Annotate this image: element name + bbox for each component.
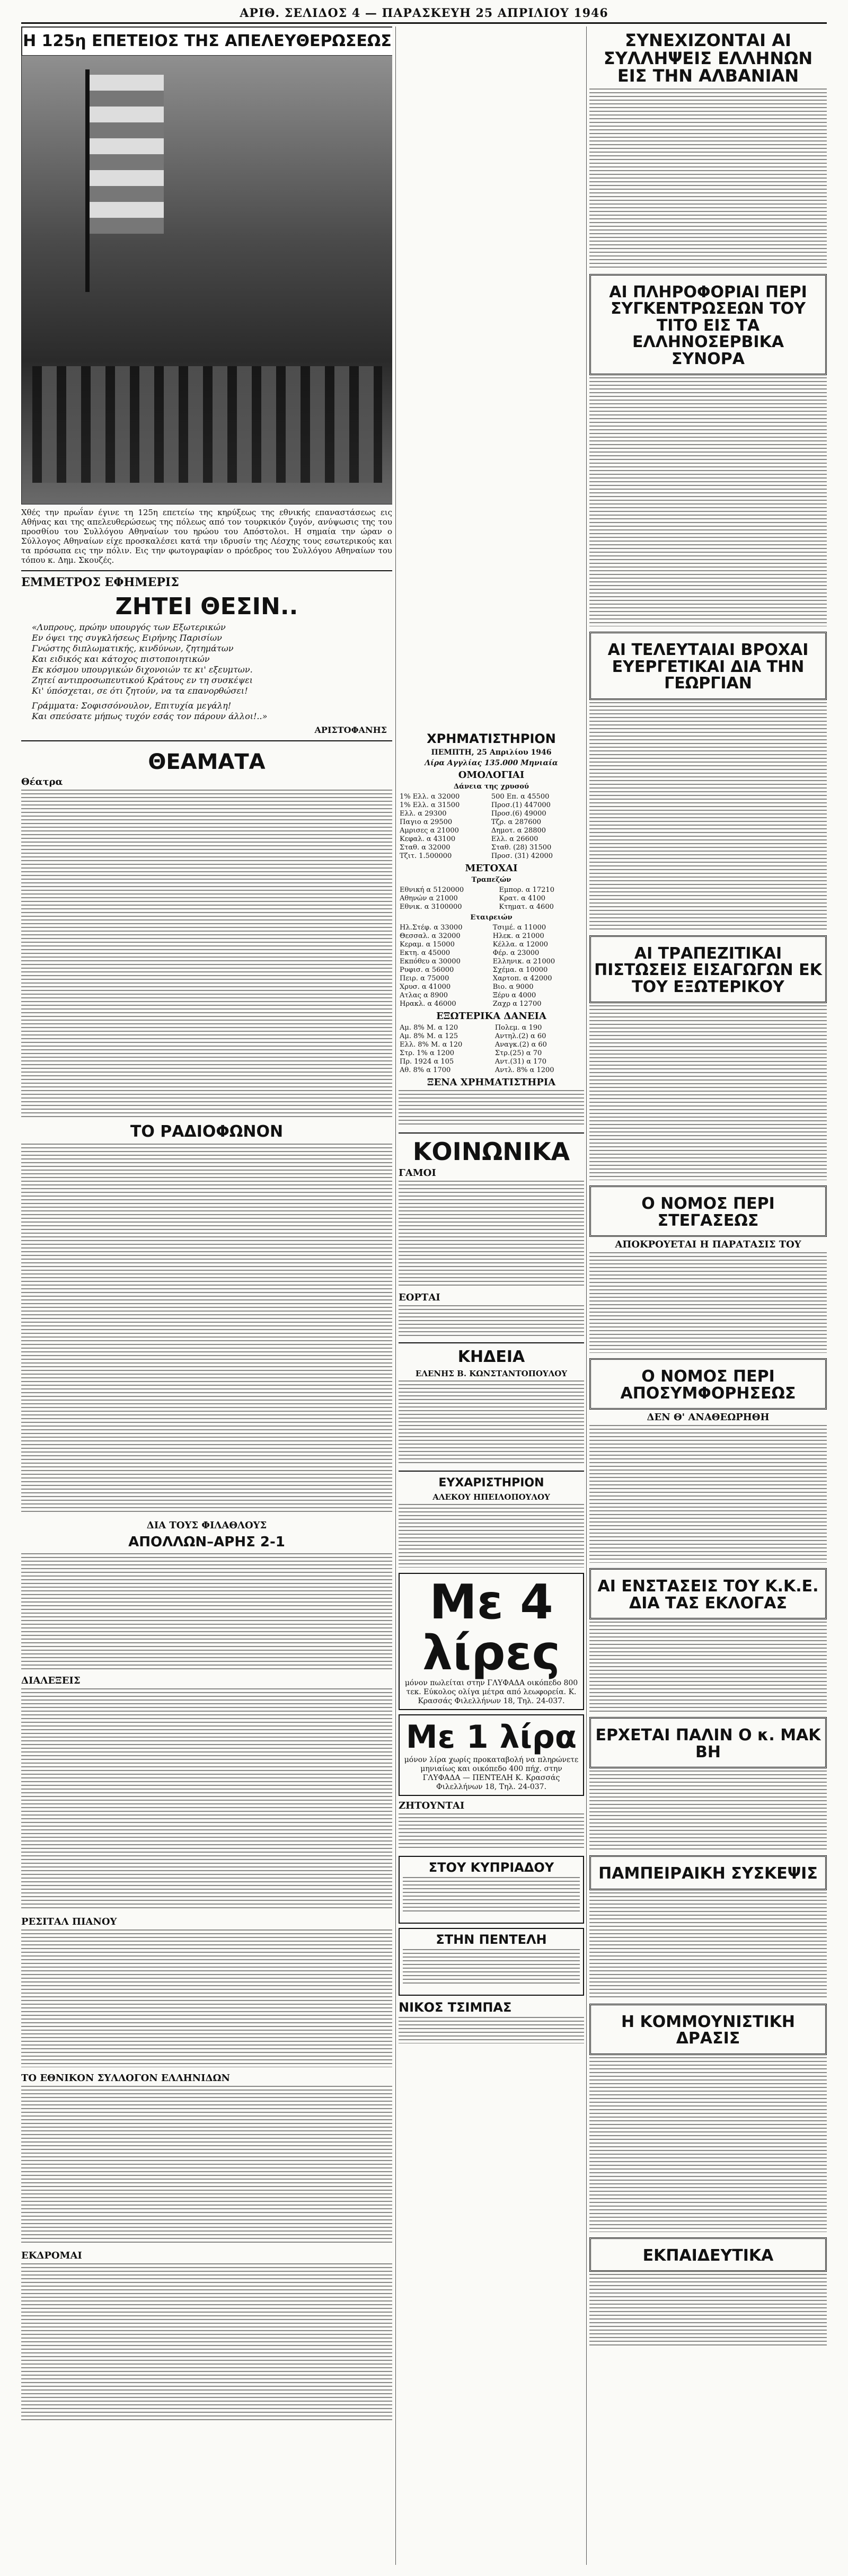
feasts-heading: ΕΟΡΤΑΙ bbox=[399, 1292, 440, 1304]
stocks-title: ΜΕΤΟΧΑΙ bbox=[465, 863, 518, 874]
headline-albania-arrests: ΣΥΝΕΧΙΖΟΝΤΑΙ ΑΙ ΣΥΛΛΗΨΕΙΣ ΕΛΛΗΝΩΝ ΕΙΣ ΤΗΝ ΑΛΒΑΝΙΑΝ bbox=[603, 30, 813, 86]
table-row: Πρ. 1924 α 105 Αντ.(31) α 170 bbox=[400, 1058, 546, 1066]
funeral-name: ΕΛΕΝΗΣ Β. ΚΩΝΣΤΑΝΤΟΠΟΥΛΟΥ bbox=[415, 1368, 568, 1378]
poem-line: Εν όψει της συγκλήσεως Ειρήνης Παρισίων bbox=[32, 633, 222, 643]
article-bank-credits bbox=[589, 1005, 827, 1180]
lyceum-heading: ΤΟ ΕΘΝΙΚΟΝ ΣΥΛΛΟΓΟΝ ΕΛΛΗΝΙΔΩΝ bbox=[21, 2072, 230, 2084]
poem-line: «Λυπρους, πρώην υπουργός των Εξωτερικών bbox=[32, 622, 226, 633]
photo-caption: Χθές την πρωΐαν έγινε τη 125η επετείω της κηρύξεως της εθνικής επαναστάσεως εις Αθήνας και της απελευθερώσεως της πόλεως από τον τουρκικόν ζυγόν, ανύψωσις της του προσθίου του Συλλόγου Αθηναίων του ηρώου του Απόστολοι. Η σημαία την ώραν ο Σύλλογος Αθηναίων είχε προσκαλέσει κατά την ιδρυσίν της Λέσχης τους εσωτερικούς και τα πρόσωπα εις την πόλιν. Εις την φωτογραφίαν ο πρόεδρος του Συλλόγου Αθηναίων του τόπου κ. Δημ. Σκουζές. bbox=[21, 508, 392, 565]
headline-decongestion-law: Ο ΝΟΜΟΣ ΠΕΡΙ ΑΠΟΣΥΜΦΟΡΗΣΕΩΣ bbox=[620, 1367, 796, 1403]
weddings-heading: ΓΑΜΟΙ bbox=[399, 1167, 436, 1179]
headline-box bbox=[589, 274, 827, 376]
bonds-title: ΟΜΟΛΟΓΙΑΙ bbox=[458, 769, 525, 781]
headline-box bbox=[589, 2004, 827, 2055]
photo-title: Η 125η ΕΠΕΤΕΙΟΣ ΤΗΣ ΑΠΕΛΕΥΘΕΡΩΣΕΩΣ bbox=[22, 27, 392, 56]
feasts-text bbox=[399, 1305, 584, 1337]
thanks-title: ΕΥΧΑΡΙΣΤΗΡΙΟΝ bbox=[438, 1476, 544, 1490]
article-tito-concentrations bbox=[589, 377, 827, 626]
kypriadou-ad bbox=[399, 1856, 584, 1924]
ad-text: μόνον λίρα χωρίς προκαταβολή να πληρώνετε μηνιαίως και οικόπεδο 400 πήχ. στην ΓΛΥΦΑΔΑ — ΠΕΝΤΕΛΗ Κ. Κρασσάς Φιλελλήνων 18, Τηλ. 24-037. bbox=[404, 1755, 579, 1791]
headline-rains-agriculture: ΑΙ ΤΕΛΕΥΤΑΙΑΙ ΒΡΟΧΑΙ ΕΥΕΡΓΕΤΙΚΑΙ ΔΙΑ ΤΗΝ ΓΕΩΡΓΙΑΝ bbox=[607, 641, 809, 693]
table-row: Αμ. 8% Μ. α 120 Πολεμ. α 190 bbox=[400, 1024, 542, 1032]
market-title: ΧΡΗΜΑΤΙΣΤΗΡΙΟΝ bbox=[427, 731, 556, 746]
headline-box bbox=[589, 935, 827, 1004]
theatre-subheading: Θέατρα bbox=[21, 776, 63, 788]
right-column bbox=[589, 26, 827, 2565]
table-row: Εκτη. α 45000 Φέρ. α 23000 bbox=[400, 949, 540, 957]
poem-line: Εκ κόσμου υπουργικών διχονοιών τε κι' εξευμτων. bbox=[32, 665, 253, 675]
poem-line: Κι' ύπόσχεται, σε ότι ζητούν, να τα επανορθώσει! bbox=[32, 686, 248, 696]
ad-headline: ΣΤΟΥ ΚΥΠΡΙΑΔΟΥ bbox=[428, 1860, 554, 1875]
headline-mac-veagh: ΕΡΧΕΤΑΙ ΠΑΛΙΝ Ο κ. ΜΑΚ ΒΗ bbox=[595, 1726, 821, 1761]
middle-column bbox=[399, 26, 584, 2565]
headline-communist-activity: Η ΚΟΜΜΟΥΝΙΣΤΙΚΗ ΔΡΑΣΙΣ bbox=[621, 2012, 795, 2048]
headline-education: ΕΚΠΑΙΔΕΥΤΙΚΑ bbox=[642, 2246, 774, 2265]
table-row: Χρυσ. α 41000 Βιο. α 9000 bbox=[400, 983, 534, 991]
funeral-text bbox=[399, 1380, 584, 1465]
company-stocks-subtitle: Εταιρειών bbox=[470, 914, 513, 922]
flag bbox=[90, 75, 164, 234]
bonds-table bbox=[399, 793, 584, 861]
tsimpas-text bbox=[399, 2017, 584, 2043]
table-row: Πειρ. α 75000 Χαρτοπ. α 42000 bbox=[400, 975, 552, 982]
land-ad-4-pounds bbox=[399, 1573, 584, 1710]
article-rains-agriculture bbox=[589, 702, 827, 930]
thanks-text bbox=[399, 1504, 584, 1568]
table-row: Ελλ. 8% Μ. α 120 Αναγκ.(2) α 60 bbox=[400, 1041, 547, 1049]
theatre-listings bbox=[21, 790, 392, 1118]
weddings-text bbox=[399, 1181, 584, 1287]
table-row: Αμ. 8% Μ. α 125 Αντηλ.(2) α 60 bbox=[400, 1032, 546, 1040]
article-piraeus-meeting bbox=[589, 1892, 827, 1998]
table-row: Τζιτ. 1.500000 Προσ. (31) 42000 bbox=[400, 852, 553, 860]
ad-text bbox=[403, 1949, 580, 1986]
poem-line: Και ειδικός και κάτοχος πιστοποιητικών bbox=[32, 654, 210, 665]
headline-box bbox=[589, 1717, 827, 1768]
table-row: Σταθ. α 32000 Σταθ. (28) 31500 bbox=[400, 844, 552, 852]
foreign-exchanges-title: ΞΕΝΑ ΧΡΗΜΑΤΙΣΤΗΡΙΑ bbox=[427, 1077, 556, 1088]
table-row: Αθηνών α 21000 Κρατ. α 4100 bbox=[400, 895, 546, 902]
poem-line: Και σπεύσατε μήπως τυχόν εσάς τον πάρουν άλλοι!..» bbox=[32, 711, 268, 722]
poem-line: Ζητεί αντιπροσωπευτικού Κράτους εν τη συσκέψει bbox=[32, 675, 253, 686]
masthead: ΑΡΙΘ. ΣΕΛΙΔΟΣ 4 — ΠΑΡΑΣΚΕΥΗ 25 ΑΠΡΙΛΙΟΥ 1946 bbox=[21, 4, 827, 24]
foreign-loans-title: ΕΞΩΤΕΡΙΚΑ ΔΑΝΕΙΑ bbox=[436, 1011, 546, 1022]
table-row: Αμρισες α 21000 Δημοτ. α 28800 bbox=[400, 827, 546, 835]
article-kke-objections bbox=[589, 1622, 827, 1712]
football-report bbox=[21, 1553, 392, 1670]
table-row: 1% Ελλ. α 32000 500 Επ. α 45500 bbox=[400, 793, 550, 801]
article-decongestion-law bbox=[589, 1425, 827, 1563]
article-albania-arrests bbox=[589, 88, 827, 269]
article-mac-veagh bbox=[589, 1771, 827, 1850]
table-row: 1% Ελλ. α 31500 Προσ.(1) 447000 bbox=[400, 801, 551, 809]
poem-line: Γράμματα: Σοφισσόνουλον, Επιτυχία μεγάλη! bbox=[32, 701, 232, 711]
piano-heading: ΡΕΣΙΤΑΛ ΠΙΑΝΟΥ bbox=[21, 1916, 117, 1927]
crowd bbox=[32, 366, 382, 483]
ad-headline: ΣΤΗΝ ΠΕΝΤΕΛΗ bbox=[436, 1932, 547, 1947]
wanted-text bbox=[399, 1813, 584, 1851]
table-row: Ελλ. α 29300 Προσ.(6) 49000 bbox=[400, 810, 546, 818]
headline-housing-law: Ο ΝΟΜΟΣ ΠΕΡΙ ΣΤΕΓΑΣΕΩΣ bbox=[641, 1194, 775, 1230]
housing-law-subtitle: ΑΠΟΚΡΟΥΕΤΑΙ Η ΠΑΡΑΤΑΣΙΣ ΤΟΥ bbox=[615, 1239, 801, 1251]
radio-title: ΤΟ ΡΑΔΙΟΦΩΝΟΝ bbox=[130, 1122, 284, 1141]
flagpole bbox=[85, 69, 90, 292]
company-stocks-table bbox=[399, 924, 584, 1008]
market-date: ΠΕΜΠΤΗ, 25 Απριλίου 1946 bbox=[431, 748, 552, 757]
column-rule bbox=[586, 26, 587, 2565]
foreign-loans-table bbox=[399, 1024, 584, 1075]
football-score: ΑΠΟΛΛΩΝ–ΑΡΗΣ 2-1 bbox=[128, 1534, 285, 1550]
article-housing-law bbox=[589, 1252, 827, 1353]
article-communist-activity bbox=[589, 2057, 827, 2232]
table-row: Ηλ.Στέφ. α 33000 Τσιμέ. α 11000 bbox=[400, 924, 546, 932]
tsimpas-ad: ΝΙΚΟΣ ΤΣΙΜΠΑΣ bbox=[399, 1999, 512, 2015]
headline-box bbox=[589, 1568, 827, 1619]
headline-box bbox=[589, 632, 827, 700]
poem bbox=[21, 622, 392, 722]
thanks-name: ΑΛΕΚΟΥ ΗΠΕΙΛΟΠΟΥΛΟΥ bbox=[432, 1492, 550, 1502]
headline-box bbox=[589, 1855, 827, 1890]
headline-box bbox=[589, 1358, 827, 1410]
bonds-subtitle: Δάνεια της χρυσού bbox=[454, 783, 529, 791]
table-row: Κεραμ. α 15000 Κέλλα. α 12000 bbox=[400, 941, 548, 949]
table-row: Θεσσαλ. α 32000 Ηλεκ. α 21000 bbox=[400, 932, 544, 940]
table-row: Αθ. 8% α 1700 Αντλ. 8% α 1200 bbox=[400, 1066, 554, 1074]
table-row: Κεφαλ. α 43100 Ελλ. α 26600 bbox=[400, 835, 538, 843]
table-row: Εθνική α 5120000 Εμπορ. α 17210 bbox=[400, 886, 554, 894]
land-ad-1-pound bbox=[399, 1714, 584, 1796]
theatre-column bbox=[21, 746, 392, 2428]
bank-stocks-table bbox=[399, 886, 584, 911]
headline-bank-credits: ΑΙ ΤΡΑΠΕΖΙΤΙΚΑΙ ΠΙΣΤΩΣΕΙΣ ΕΙΣΑΓΩΓΩΝ ΕΚ ΤΟΥ ΕΞΩΤΕΡΙΚΟΥ bbox=[594, 944, 822, 996]
table-row: Εκπόθευ α 30000 Ελληνικ. α 21000 bbox=[400, 958, 555, 966]
theatre-title: ΘΕΑΜΑΤΑ bbox=[148, 750, 266, 775]
funeral-title: ΚΗΔΕΙΑ bbox=[457, 1348, 525, 1367]
headline-box bbox=[589, 1185, 827, 1237]
ad-text: μόνον πωλείται στην ΓΛΥΦΑΔΑ οικόπεδο 800 τεκ. Εύκολος ολίγα μέτρα από λεωφορεία. Κ. Κρασσάς Φιλελλήνων 18, Τηλ. 24-037. bbox=[404, 1678, 578, 1705]
table-row: Ρυφισ. α 56000 Σχέμα. α 10000 bbox=[400, 966, 548, 974]
left-column bbox=[21, 26, 392, 2565]
lyceum-text bbox=[21, 2086, 392, 2245]
social-title: ΚΟΙΝΩΝΙΚΑ bbox=[412, 1137, 570, 1166]
article-education bbox=[589, 2274, 827, 2348]
ad-text bbox=[403, 1877, 580, 1914]
column-rule bbox=[395, 26, 396, 2565]
poem-header: ΕΜΜΕΤΡΟΣ ΕΦΗΜΕΡΙΣ bbox=[21, 576, 179, 589]
headline-kke-objections: ΑΙ ΕΝΣΤΑΣΕΙΣ ΤΟΥ Κ.Κ.Ε. ΔΙΑ ΤΑΣ ΕΚΛΟΓΑΣ bbox=[597, 1577, 819, 1613]
market-pound: Λίρα Αγγλίας 135.000 Μηνιαία bbox=[425, 759, 558, 767]
piano-text bbox=[21, 1929, 392, 2067]
poem-title: ΖΗΤΕΙ ΘΕΣΙΝ.. bbox=[115, 593, 298, 620]
ad-headline: Με 4 λίρες bbox=[422, 1574, 560, 1681]
wanted-heading: ΖΗΤΟΥΝΤΑΙ bbox=[399, 1800, 465, 1811]
penteli-ad bbox=[399, 1928, 584, 1996]
stocks-subtitle: Τραπεζών bbox=[471, 876, 511, 884]
lectures-text bbox=[21, 1688, 392, 1911]
poem-signature: ΑΡΙΣΤΟΦΑΝΗΣ bbox=[314, 725, 387, 736]
anniversary-photo bbox=[21, 26, 392, 504]
lectures-heading: ΔΙΑΛΕΞΕΙΣ bbox=[21, 1675, 81, 1686]
radio-program bbox=[21, 1144, 392, 1515]
ad-headline: Με 1 λίρα bbox=[405, 1718, 577, 1756]
foreign-exchanges-text bbox=[399, 1090, 584, 1127]
football-header: ΔΙΑ ΤΟΥΣ ΦΙΛΑΘΛΟΥΣ bbox=[146, 1519, 267, 1531]
headline-box bbox=[589, 2237, 827, 2272]
table-row: Παγιο α 29500 Τζρ. α 287600 bbox=[400, 818, 542, 826]
table-row: Ατλας α 8900 Ξέρυ α 4000 bbox=[400, 992, 536, 999]
excursions-text bbox=[21, 2263, 392, 2422]
poem-line: Γνώστης διπλωματικής, κινδύνων, ζητημάτων bbox=[32, 643, 234, 654]
left-subcolumns bbox=[21, 746, 392, 2428]
table-row: Στρ. 1% α 1200 Στρ.(25) α 70 bbox=[400, 1049, 542, 1057]
headline-piraeus-meeting: ΠΑΜΠΕΙΡΑΙΚΗ ΣΥΣΚΕΨΙΣ bbox=[598, 1864, 818, 1883]
headline-tito-concentrations: ΑΙ ΠΛΗΡΟΦΟΡΙΑΙ ΠΕΡΙ ΣΥΓΚΕΝΤΡΩΣΕΩΝ ΤΟΥ ΤΙΤΟ ΕΙΣ ΤΑ ΕΛΛΗΝΟΣΕΡΒΙΚΑ ΣΥΝΟΡΑ bbox=[609, 282, 807, 368]
table-row: Ηρακλ. α 46000 Ζαχρ α 12700 bbox=[400, 1000, 542, 1008]
decongestion-law-subtitle: ΔΕΝ Θ' ΑΝΑΘΕΩΡΗΘΗ bbox=[647, 1412, 770, 1423]
excursions-heading: ΕΚΔΡΟΜΑΙ bbox=[21, 2250, 82, 2261]
table-row: Εθνικ. α 3100000 Κτηματ. α 4600 bbox=[400, 903, 554, 911]
